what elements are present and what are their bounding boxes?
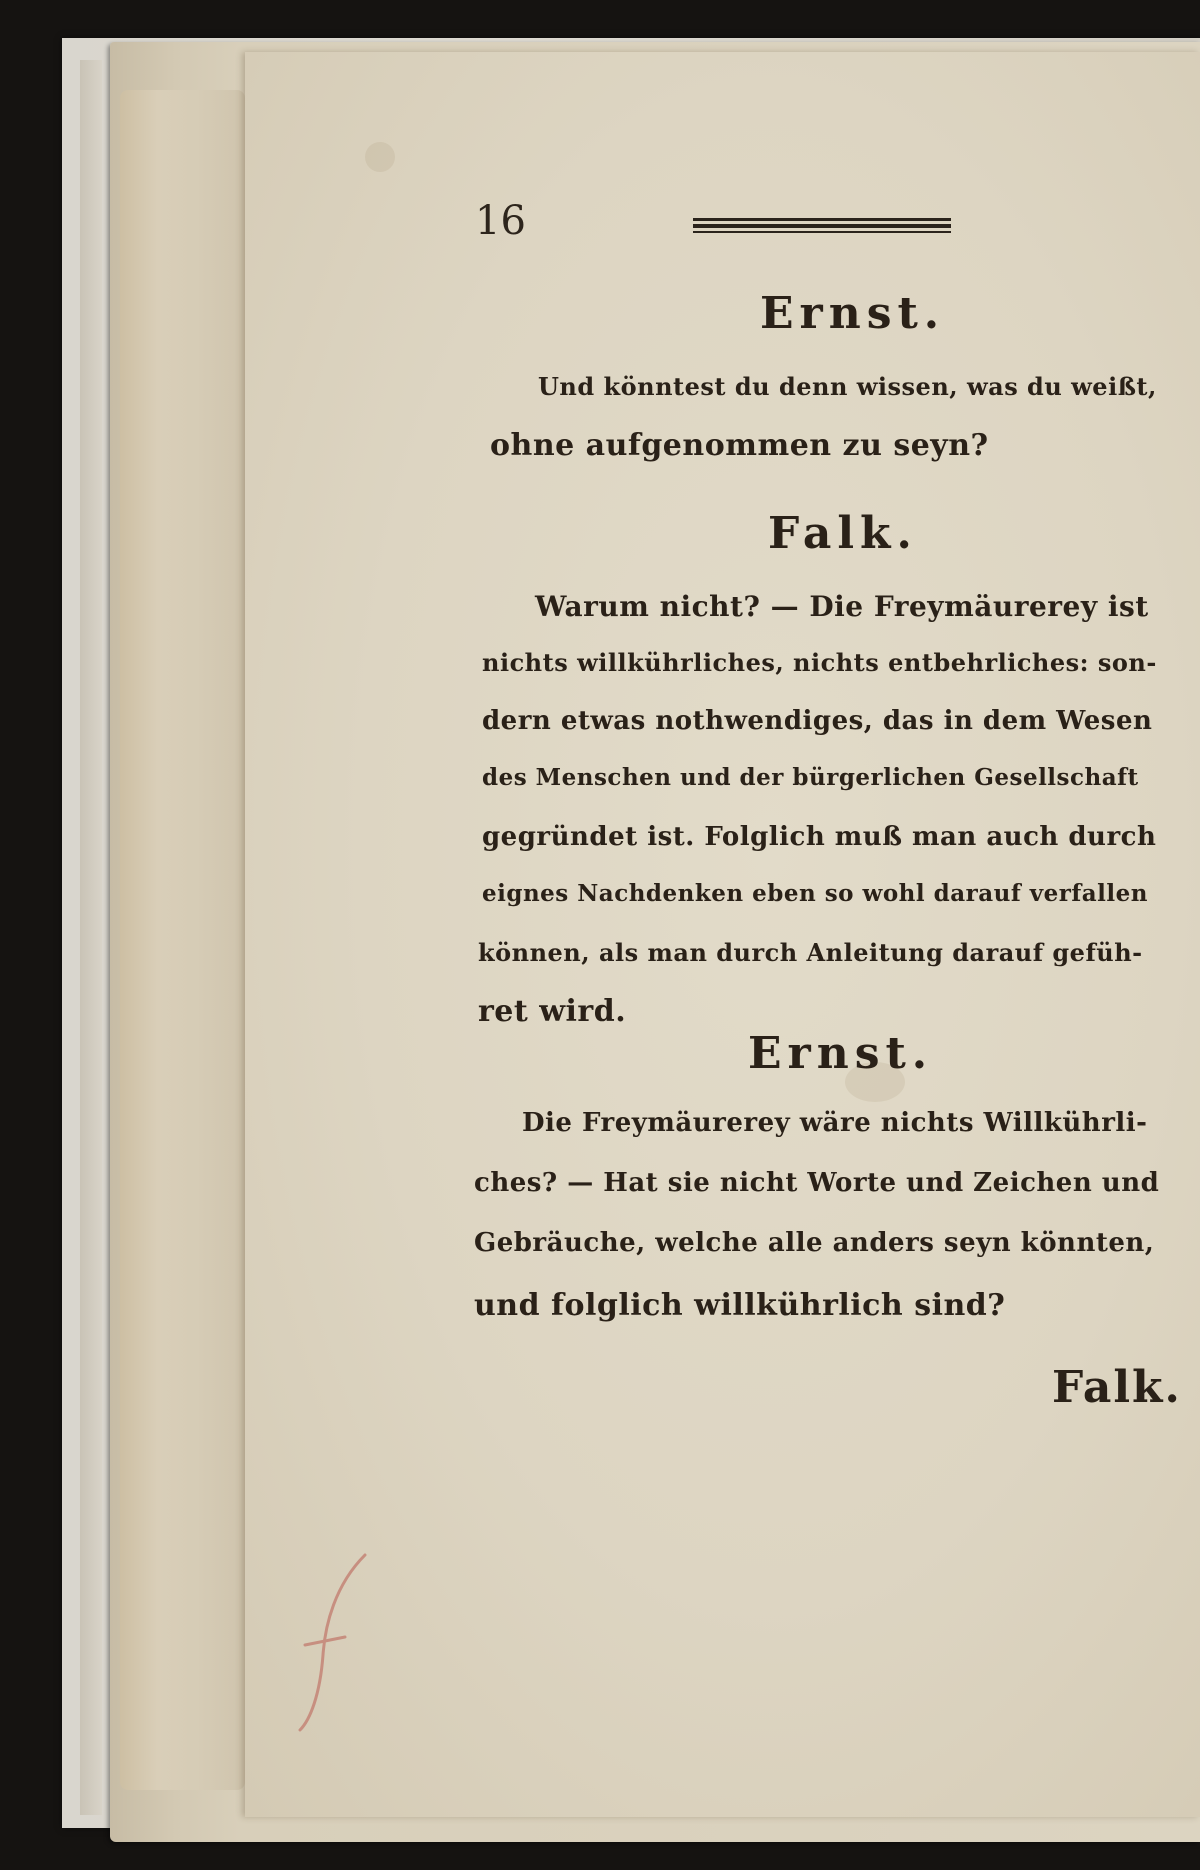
text-line: ret wird. <box>478 994 627 1029</box>
text-line: Und könntest du denn wissen, was du weißt, <box>538 372 1157 401</box>
header-rule <box>693 224 951 228</box>
text-line: können, als man durch Anleitung darauf gefüh- <box>478 938 1143 967</box>
book-page <box>245 52 1200 1817</box>
speaker-heading: Ernst. <box>760 288 946 339</box>
text-line: eignes Nachdenken eben so wohl darauf verfallen <box>482 880 1149 907</box>
text-line: Warum nicht? — Die Freymäurerey ist <box>535 590 1149 623</box>
page-number: 16 <box>475 198 526 244</box>
text-line: des Menschen und der bürgerlichen Gesellschaft <box>482 764 1139 791</box>
text-line: dern etwas nothwendiges, das in dem Wesen <box>482 706 1153 736</box>
underlying-sheet-edge <box>80 60 102 1815</box>
text-line: Die Freymäurerey wäre nichts Willkührli- <box>522 1108 1148 1138</box>
pencil-annotation-mark <box>295 1545 375 1735</box>
text-line: ohne aufgenommen zu seyn? <box>490 428 989 463</box>
speaker-heading: Falk. <box>1052 1362 1182 1413</box>
text-line: ches? — Hat sie nicht Worte und Zeichen und <box>474 1168 1160 1198</box>
header-rule <box>693 231 951 233</box>
speaker-heading: Ernst. <box>748 1028 934 1079</box>
text-line: gegründet ist. Folglich muß man auch durch <box>482 822 1157 852</box>
deckled-page-edges <box>120 90 245 1790</box>
header-rule <box>693 218 951 221</box>
speaker-heading: Falk. <box>768 508 918 559</box>
foxing-spot <box>365 142 395 172</box>
text-line: Gebräuche, welche alle anders seyn könnten, <box>474 1228 1155 1258</box>
text-line: nichts willkührliches, nichts entbehrliches: son- <box>482 648 1157 677</box>
text-line: und folglich willkührlich sind? <box>474 1288 1006 1323</box>
